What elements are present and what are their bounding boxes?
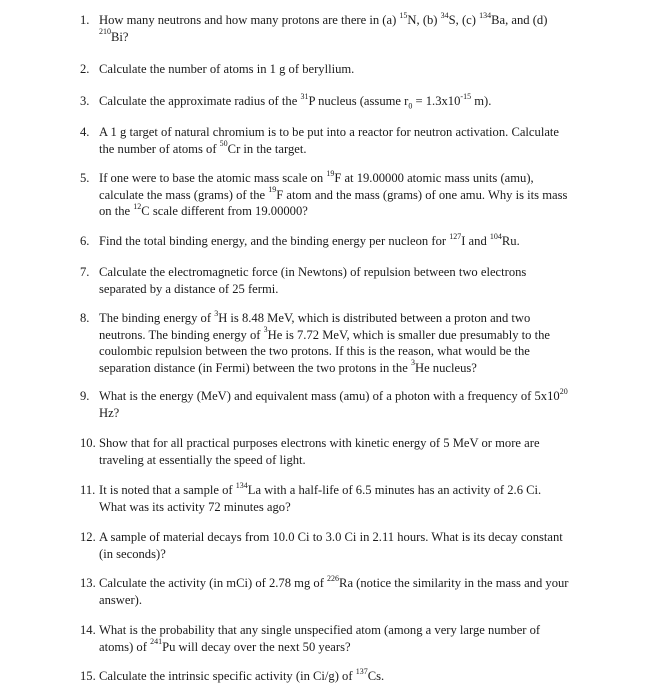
question-text: It is noted that a sample of $^{134}$La with a half-life of 6.5 minutes has an activity of 2.6 Ci. What was its activity 72 minutes ago? [99, 480, 542, 514]
question-number: 13. [80, 576, 96, 590]
question-number: 7. [80, 265, 90, 279]
question-text: A sample of material decays from 10.0 Ci to 3.0 Ci in 2.11 hours. What is its decay constant (in seconds)? [99, 530, 563, 561]
question-4 [80, 124, 615, 157]
question-number: 8. [80, 311, 90, 325]
question-9 [80, 388, 615, 421]
question-number: 15. [80, 669, 96, 683]
question-3 [80, 93, 615, 110]
question-10 [80, 435, 615, 468]
question-text: Calculate the electromagnetic force (in Newtons) of repulsion between two electrons separated by a distance of 25 fermi. [99, 265, 527, 296]
question-5 [80, 170, 615, 220]
question-text: If one were to base the atomic mass scale on $^{19}$F at 19.00000 atomic mass units (amu), calculate the mass (grams) of the $^{19}$F atom and the mass (grams) of one amu. Why is its mass on the $^{12}$C scale different from 19.00000? [99, 168, 568, 218]
question-number: 4. [80, 125, 90, 139]
question-number: 9. [80, 389, 90, 403]
question-text: Calculate the approximate radius of the $^{31}$P nucleus (assume $r_0 = 1.3x10^{-15}$ m). [99, 91, 492, 111]
question-number: 1. [80, 13, 90, 27]
question-number: 11. [80, 483, 96, 497]
question-1 [80, 12, 615, 45]
question-text: What is the probability that any single unspecified atom (among a very large number of atoms) of $^{241}$Pu will decay over the next 50 years? [99, 623, 541, 654]
question-14 [80, 622, 615, 655]
question-text: Calculate the number of atoms in 1 g of beryllium. [99, 62, 355, 76]
question-number: 3. [80, 94, 90, 108]
question-15 [80, 668, 615, 685]
question-6 [80, 233, 615, 250]
question-13 [80, 575, 615, 608]
question-number: 2. [80, 62, 90, 76]
question-12 [80, 529, 615, 562]
question-text: How many neutrons and how many protons are there in (a) $^{15}$N, (b) $^{34}$S, (c) $^{134}$Ba, and (d) $^{210}$Bi? [99, 10, 548, 44]
question-number: 10. [80, 436, 96, 450]
question-text: Calculate the activity (in mCi) of 2.78 mg of $^{226}$Ra (notice the similarity in the mass and your answer). [99, 573, 569, 607]
question-8 [80, 310, 615, 376]
question-11 [80, 482, 615, 515]
question-number: 5. [80, 171, 90, 185]
question-text: Show that for all practical purposes electrons with kinetic energy of 5 MeV or more are traveling at essentially the speed of light. [99, 436, 540, 467]
question-number: 12. [80, 530, 96, 544]
question-text: Find the total binding energy, and the binding energy per nucleon for $^{127}$I and $^{104}$Ru. [99, 231, 520, 248]
question-number: 6. [80, 234, 90, 248]
question-7 [80, 264, 615, 297]
question-number: 14. [80, 623, 96, 637]
question-2 [80, 61, 615, 78]
question-text: A 1 g target of natural chromium is to be put into a reactor for neutron activation. Calculate the number of atoms of $^{50}$Cr in the target. [99, 125, 559, 156]
question-text: Calculate the intrinsic specific activity (in Ci/g) of $^{137}$Cs. [99, 666, 385, 683]
question-text: What is the energy (MeV) and equivalent mass (amu) of a photon with a frequency of $5x10^{20}$ Hz? [99, 386, 568, 420]
question-text: The binding energy of $^3$H is 8.48 MeV, which is distributed between a proton and two neutrons. The binding energy of $^3$He is 7.72 MeV, which is smaller due presumably to the coulombic repulsion between the two protons. If this is the reason, what would be the separation distance (in Fermi) between the two protons in the $^3$He nucleus? [99, 308, 551, 375]
